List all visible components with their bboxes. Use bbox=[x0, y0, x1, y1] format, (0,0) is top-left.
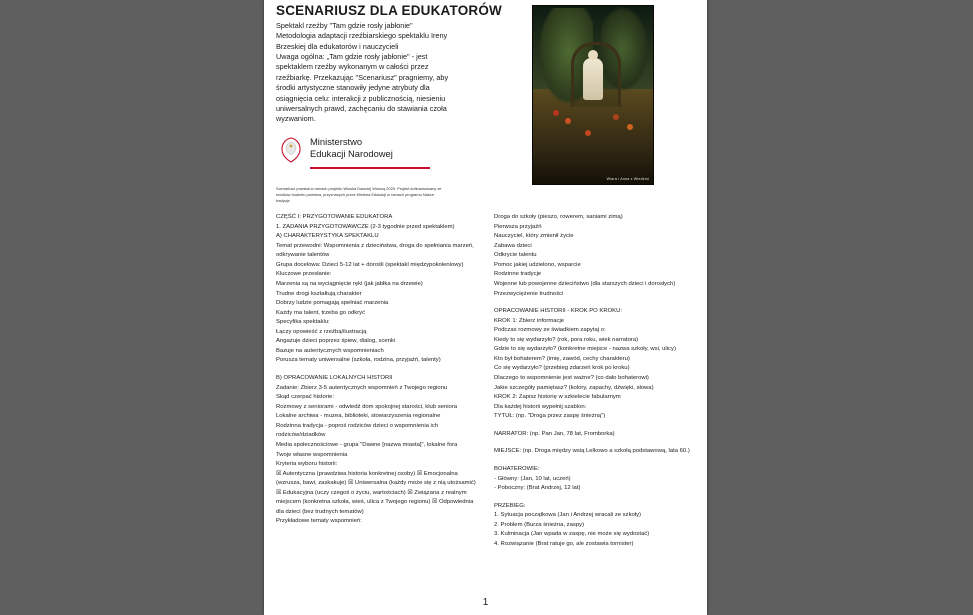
paragraph: TYTUŁ: (np. "Droga przez zaspę śnieżną") bbox=[494, 413, 606, 420]
paragraph: Marzenia są na wyciągnięcie ręki (jak jabłka na drzewie) bbox=[276, 280, 423, 287]
paragraph: Dobrzy ludzie pomagają spełniać marzenia bbox=[276, 300, 389, 307]
paragraph: 4. Rozwiązanie (Brat ratuje go, ale zostawia tornister) bbox=[494, 540, 634, 547]
paragraph: Rodzinne tradycje bbox=[494, 271, 542, 278]
paragraph: Skąd czerpać historie: bbox=[276, 394, 334, 401]
paragraph: ☒ Autentyczna (prawdziwa historia konkretnej osoby) ☒ Emocjonalna (wzrusza, bawi, zaskakuje) ☒ Uniwersalna (każdy może się z nią utożsamić) ☒ Edukacyjna (uczy czegoś o życiu, wartościach) ☒ Związana z realnym miejscem (konkretna szkoła, wieś, ulica z Twojego regionu) ☒ Odpowiednia dla dzieci (bez trudnych tematów) bbox=[276, 470, 476, 515]
paragraph: Droga do szkoły (pieszo, rowerem, saniami zimą) bbox=[494, 214, 623, 220]
paragraph: Porusza tematy uniwersalne (szkoła, rodzina, przyjaźń, talenty) bbox=[276, 357, 441, 364]
paragraph: 1. Sytuacja początkowa (Jan i Andrzej wracali ze szkoły) bbox=[494, 512, 642, 519]
intro-block bbox=[276, 21, 464, 125]
ministry-line-1: Ministerstwo bbox=[310, 136, 363, 147]
paragraph: 2. Problem (Burza śnieżna, zaspy) bbox=[494, 521, 585, 528]
column-right bbox=[494, 213, 694, 549]
cover-figure bbox=[583, 58, 603, 100]
cover-apple bbox=[627, 124, 633, 130]
paragraph: Kryteria wyboru historii: bbox=[276, 461, 338, 468]
paragraph: Zadanie: Zbierz 3-5 autentycznych wspomnień z Twojego regionu bbox=[276, 384, 448, 391]
ministry-name bbox=[310, 136, 393, 160]
paragraph: - Główny: (Jan, 10 lat, uczeń) bbox=[494, 475, 571, 482]
paragraph: Kiedy to się wydarzyło? (rok, pora roku, wiek narratora) bbox=[494, 336, 639, 343]
paragraph: 1. ZADANIA PRZYGOTOWAWCZE (2-3 tygodnie przed spektaklem) bbox=[276, 223, 455, 230]
polish-eagle-icon bbox=[278, 136, 304, 166]
paragraph: Rozmowy z seniorami - odwiedź dom spokojnej starości, klub seniora bbox=[276, 403, 458, 410]
page-title: SCENARIUSZ DLA EDUKATORÓW bbox=[276, 3, 502, 18]
page-number: 1 bbox=[482, 597, 489, 608]
column-left bbox=[276, 213, 476, 527]
cover-apple bbox=[613, 114, 619, 120]
paragraph: Kluczowe przesłanie: bbox=[276, 271, 332, 278]
intro-line-3: Uwaga ogólna: „Tam gdzie rosły jabłonie" - jest spektaklem rzeźby wykonanym w całości przez rzeźbiarkę. Przekazując "Scenariusz" pragniemy, aby środki artystyczne stanowiły jedyne atrybuty dla osiągnięcia celu: interakcji z publicznością, niesieniu uniwersalnych prawd, zachęcaniu do stawiania czoła wyzwaniom. bbox=[276, 52, 449, 124]
paragraph: KROK 1: Zbierz informacje bbox=[494, 317, 565, 324]
ministry-red-rule bbox=[310, 167, 430, 169]
ministry-logo bbox=[278, 134, 468, 182]
paragraph: Przezwyciężenie trudności bbox=[494, 290, 564, 297]
paragraph: - Poboczny: (Brat Andrzej, 12 lat) bbox=[494, 485, 581, 492]
cover-apple bbox=[565, 118, 571, 124]
cover-photo bbox=[532, 5, 654, 185]
paragraph: OPRACOWANIE HISTORII - KROK PO KROKU: bbox=[494, 308, 622, 315]
paragraph: Trudne drogi kształtują charakter bbox=[276, 290, 362, 297]
paragraph: KROK 2: Zapisz historię w szkielecie fabularnym bbox=[494, 394, 621, 401]
paragraph: MIEJSCE: (np. Droga między wsią Lelkowo a szkołą podstawową, lata 60.) bbox=[494, 448, 690, 455]
paragraph: BOHATEROWIE: bbox=[494, 465, 540, 472]
paragraph: Łączy opowieść z rzeźbą/ilustracją bbox=[276, 328, 367, 335]
paragraph: Pierwsza przyjaźń bbox=[494, 223, 542, 230]
paragraph: Media społecznościowe - grupa "Dawne [nazwa miasta]", lokalne fora bbox=[276, 441, 458, 448]
paragraph: Podczas rozmowy ze świadkiem zapytaj o: bbox=[494, 327, 606, 334]
paragraph: Grupa docelowa: Dzieci 5-12 lat + dorośli (spektakl międzypokoleniowy) bbox=[276, 261, 464, 268]
paragraph: Co się wydarzyło? (przebieg zdarzeń krok po kroku) bbox=[494, 365, 630, 372]
paragraph: A) CHARAKTERYSTYKA SPEKTAKLU bbox=[276, 233, 379, 240]
paragraph: Dlaczego to wspomnienie jest ważne? (co dało bohaterowi) bbox=[494, 375, 649, 381]
paragraph: Zabawa dzieci bbox=[494, 242, 532, 249]
intro-line-2: Metodologia adaptacji rzeźbiarskiego spektaklu Ireny Brzeskiej dla edukatorów i nauczycieli bbox=[276, 31, 448, 51]
cover-apple bbox=[585, 130, 591, 136]
paragraph: Bazuje na autentycznych wspomnieniach bbox=[276, 347, 384, 354]
paragraph: Nauczyciel, który zmienił życie bbox=[494, 233, 574, 240]
document-page bbox=[264, 0, 707, 615]
paragraph: Każdy ma talent, trzeba go odkryć bbox=[276, 309, 366, 316]
ministry-line-2: Edukacji Narodowej bbox=[310, 148, 393, 160]
cover-apple bbox=[553, 110, 559, 116]
body-columns bbox=[276, 213, 696, 583]
credits-text: Scenariusz powstał w ramach projektu Wioska Dawniej Wiosną 2025. Projekt dofinansowany ze środków budżetu państwa, przyznanych przez Ministra Edukacji w ramach programu Nasze tradycje. bbox=[276, 186, 442, 203]
paragraph: 3. Kulminacja (Jan wpada w zaspę, nie może się wydostać) bbox=[494, 531, 650, 538]
paragraph: Przykładowe tematy wspomnień: bbox=[276, 518, 362, 525]
paragraph: NARRATOR: (np. Pan Jan, 78 lat, Fromborka) bbox=[494, 430, 615, 437]
paragraph: Twoje własne wspomnienia bbox=[276, 451, 348, 458]
paragraph: Temat przewodni: Wspomnienia z dzieciństwa, droga do spełniania marzeń, odkrywanie talentów bbox=[276, 242, 474, 259]
paragraph: Odkrycie talentu bbox=[494, 252, 537, 259]
paragraph: B) OPRACOWANIE LOKALNYCH HISTORII bbox=[276, 375, 393, 381]
paragraph: Rodzinna tradycja - poproś rodziców dzieci o wspomnienia ich rodziców/dziadków bbox=[276, 422, 439, 439]
paragraph: Kto był bohaterem? (imię, zawód, cechy charakteru) bbox=[494, 355, 630, 362]
paragraph: Dla każdej historii wypełnij szablon: bbox=[494, 403, 587, 410]
intro-line-1: Spektakl rzeźby "Tam gdzie rosły jabłonie" bbox=[276, 21, 413, 30]
paragraph: PRZEBIEG: bbox=[494, 502, 526, 509]
paragraph: Gdzie to się wydarzyło? (konkretne miejsce - nazwa szkoły, wsi, ulicy) bbox=[494, 346, 676, 353]
paragraph: Wojenne lub powojenne dzieciństwo (dla starszych dzieci i dorosłych) bbox=[494, 280, 676, 287]
paragraph: Jakie szczegóły pamiętasz? (kolory, zapachy, dźwięki, słowa) bbox=[494, 384, 654, 391]
cover-caption: Wiara i Anna z Wiedźmi bbox=[606, 177, 649, 181]
paragraph: Lokalne archiwa - muzea, biblioteki, stowarzyszenia regionalne bbox=[276, 413, 441, 420]
paragraph: Specyfika spektaklu: bbox=[276, 319, 330, 326]
paragraph: Pomoc jakiej udzielono, wsparcie bbox=[494, 261, 581, 268]
paragraph: Angażuje dzieci poprzez śpiew, dialog, scenki bbox=[276, 338, 396, 345]
paragraph: CZĘŚĆ I: PRZYGOTOWANIE EDUKATORA bbox=[276, 214, 393, 220]
